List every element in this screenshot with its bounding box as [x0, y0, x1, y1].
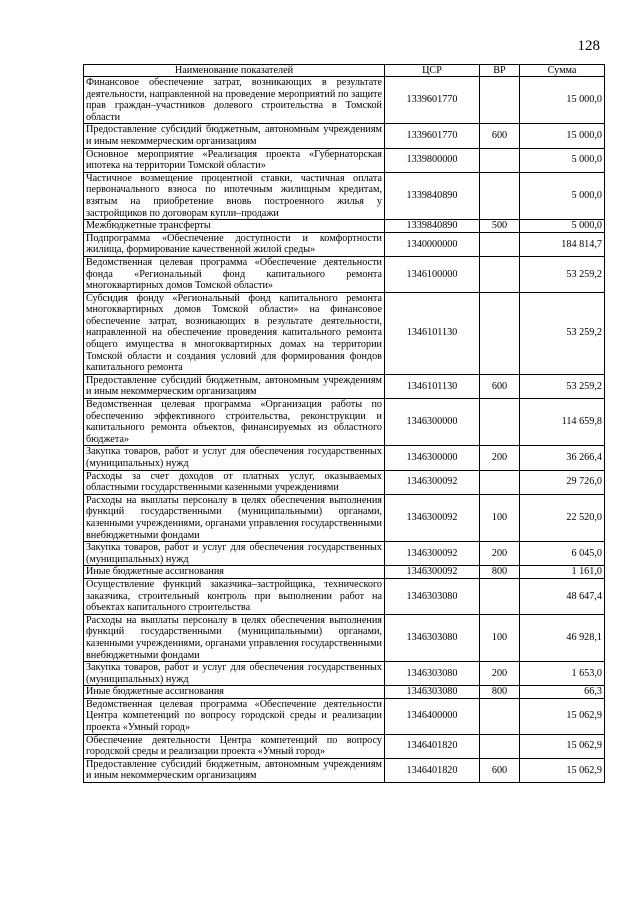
row-vr: 100 [480, 494, 520, 541]
row-sum: 48 647,4 [520, 578, 605, 614]
row-name: Расходы на выплаты персоналу в целях обеспечения выполнения функций государственными (муниципальными) органами, казенными учреждениями, органами управления государственными внебюджетными фондами [84, 494, 385, 541]
row-name: Межбюджетные трансферты [84, 220, 385, 233]
budget-table [83, 64, 605, 783]
row-name: Предоставление субсидий бюджетным, автономным учреждениям и иным некоммерческим организациям [84, 124, 385, 148]
row-vr [480, 698, 520, 734]
table-row [84, 77, 605, 124]
row-sum: 15 000,0 [520, 77, 605, 124]
row-name: Подпрограмма «Обеспечение доступности и комфортности жилища, формирование качественной жилой среды» [84, 232, 385, 256]
row-csr: 1339601770 [385, 124, 480, 148]
row-name: Закупка товаров, работ и услуг для обеспечения государственных (муниципальных) нужд [84, 662, 385, 686]
row-sum: 5 000,0 [520, 148, 605, 172]
row-vr: 500 [480, 220, 520, 233]
row-name: Обеспечение деятельности Центра компетенций по вопросу городской среды и реализации проекта «Умный город» [84, 734, 385, 758]
table-header-row [84, 65, 605, 77]
table-row [84, 374, 605, 398]
row-vr [480, 292, 520, 374]
row-csr: 1346300092 [385, 566, 480, 579]
row-name: Предоставление субсидий бюджетным, автономным учреждениям и иным некоммерческим организациям [84, 374, 385, 398]
row-sum: 6 045,0 [520, 542, 605, 566]
row-name: Основное мероприятие «Реализация проекта «Губернаторская ипотека на территории Томской области» [84, 148, 385, 172]
row-name: Ведомственная целевая программа «Обеспечение деятельности фонда «Региональный фонд капитального ремонта многоквартирных домов Томской области» [84, 256, 385, 292]
row-vr [480, 578, 520, 614]
table-row [84, 614, 605, 661]
table-row [84, 686, 605, 699]
row-vr: 200 [480, 662, 520, 686]
row-csr: 1346300092 [385, 470, 480, 494]
table-row [84, 734, 605, 758]
row-csr: 1346303080 [385, 662, 480, 686]
table-row [84, 399, 605, 446]
row-csr: 1340000000 [385, 232, 480, 256]
row-csr: 1346300092 [385, 494, 480, 541]
row-name: Ведомственная целевая программа «Обеспечение деятельности Центра компетенций по вопросу городской среды и реализации проекта «Умный город» [84, 698, 385, 734]
row-csr: 1346101130 [385, 374, 480, 398]
table-row [84, 256, 605, 292]
row-sum: 15 062,9 [520, 758, 605, 782]
row-sum: 22 520,0 [520, 494, 605, 541]
table-row [84, 578, 605, 614]
row-name: Иные бюджетные ассигнования [84, 686, 385, 699]
row-sum: 5 000,0 [520, 220, 605, 233]
row-sum: 66,3 [520, 686, 605, 699]
row-sum: 53 259,2 [520, 374, 605, 398]
row-name: Закупка товаров, работ и услуг для обеспечения государственных (муниципальных) нужд [84, 446, 385, 470]
header-sum: Сумма [520, 65, 605, 77]
row-csr: 1346300000 [385, 399, 480, 446]
row-name: Расходы за счет доходов от платных услуг, оказываемых областными государственными казенными учреждениями [84, 470, 385, 494]
row-sum: 15 062,9 [520, 734, 605, 758]
row-vr: 100 [480, 614, 520, 661]
row-name: Финансовое обеспечение затрат, возникающих в результате деятельности, направленной на проведение мероприятий по защите прав граждан–участников долевого строительства в Томской области [84, 77, 385, 124]
row-sum: 15 062,9 [520, 698, 605, 734]
table-row [84, 662, 605, 686]
table-row [84, 292, 605, 374]
table-row [84, 220, 605, 233]
row-csr: 1346303080 [385, 686, 480, 699]
row-vr: 800 [480, 566, 520, 579]
row-sum: 1 161,0 [520, 566, 605, 579]
row-csr: 1346400000 [385, 698, 480, 734]
header-vr: ВР [480, 65, 520, 77]
table-row [84, 232, 605, 256]
table-row [84, 470, 605, 494]
table-row [84, 566, 605, 579]
table-row [84, 698, 605, 734]
row-csr: 1346300000 [385, 446, 480, 470]
page-number: 128 [577, 38, 600, 54]
table-row [84, 542, 605, 566]
row-csr: 1339840890 [385, 172, 480, 219]
row-vr: 200 [480, 542, 520, 566]
row-csr: 1346303080 [385, 578, 480, 614]
row-name: Предоставление субсидий бюджетным, автономным учреждениям и иным некоммерческим организациям [84, 758, 385, 782]
table-row [84, 172, 605, 219]
row-sum: 184 814,7 [520, 232, 605, 256]
row-csr: 1339840890 [385, 220, 480, 233]
row-sum: 114 659,8 [520, 399, 605, 446]
table-row [84, 758, 605, 782]
row-vr [480, 232, 520, 256]
row-sum: 46 928,1 [520, 614, 605, 661]
row-vr [480, 470, 520, 494]
table-row [84, 494, 605, 541]
header-name: Наименование показателей [84, 65, 385, 77]
row-name: Расходы на выплаты персоналу в целях обеспечения выполнения функций государственными (муниципальными) органами, казенными учреждениями, органами управления государственными внебюджетными фондами [84, 614, 385, 661]
row-sum: 53 259,2 [520, 292, 605, 374]
row-name: Субсидия фонду «Региональный фонд капитального ремонта многоквартирных домов Томской области» на финансовое обеспечение затрат, возникающих в результате деятельности, направленной на обеспечение проведения капитального ремонта общего имущества в многоквартирных домах на территории Томской области и создания условий для формирования фондов капитального ремонта [84, 292, 385, 374]
row-sum: 36 266,4 [520, 446, 605, 470]
header-csr: ЦСР [385, 65, 480, 77]
row-vr [480, 77, 520, 124]
row-name: Иные бюджетные ассигнования [84, 566, 385, 579]
row-sum: 5 000,0 [520, 172, 605, 219]
row-vr: 800 [480, 686, 520, 699]
row-vr [480, 148, 520, 172]
row-name: Осуществление функций заказчика–застройщика, технического заказчика, строительный контроль при выполнении работ на объектах капитального строительства [84, 578, 385, 614]
row-csr: 1346100000 [385, 256, 480, 292]
row-sum: 1 653,0 [520, 662, 605, 686]
row-vr: 600 [480, 124, 520, 148]
table-row [84, 124, 605, 148]
row-name: Закупка товаров, работ и услуг для обеспечения государственных (муниципальных) нужд [84, 542, 385, 566]
row-vr: 200 [480, 446, 520, 470]
row-vr [480, 399, 520, 446]
row-csr: 1346401820 [385, 734, 480, 758]
table-row [84, 148, 605, 172]
table-row [84, 446, 605, 470]
row-vr: 600 [480, 374, 520, 398]
row-csr: 1339800000 [385, 148, 480, 172]
row-csr: 1339601770 [385, 77, 480, 124]
row-name: Ведомственная целевая программа «Организация работы по обеспечению эффективного строительства, реконструкции и капитального ремонта объектов, финансируемых из областного бюджета» [84, 399, 385, 446]
row-name: Частичное возмещение процентной ставки, частичная оплата первоначального взноса по ипотечным жилищным кредитам, взятым на приобретение вновь построенного жилья у застройщиков по договорам купли–продажи [84, 172, 385, 219]
row-vr [480, 256, 520, 292]
row-sum: 29 726,0 [520, 470, 605, 494]
row-vr [480, 734, 520, 758]
row-sum: 15 000,0 [520, 124, 605, 148]
row-csr: 1346300092 [385, 542, 480, 566]
row-sum: 53 259,2 [520, 256, 605, 292]
row-vr [480, 172, 520, 219]
row-csr: 1346101130 [385, 292, 480, 374]
row-csr: 1346303080 [385, 614, 480, 661]
row-csr: 1346401820 [385, 758, 480, 782]
row-vr: 600 [480, 758, 520, 782]
